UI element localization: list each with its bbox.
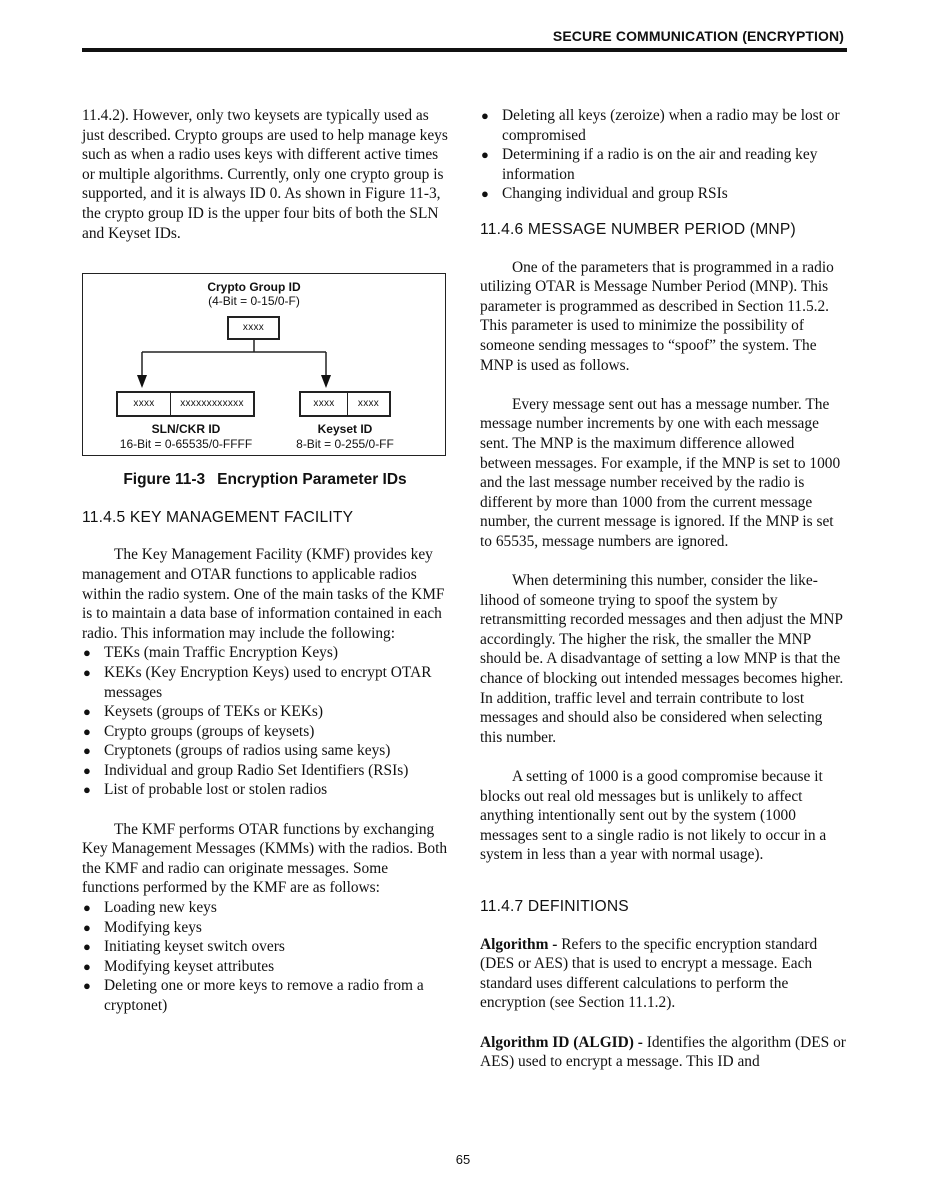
bullet-icon: ●	[481, 147, 489, 163]
keyset-bit-box	[299, 391, 391, 417]
definition-algorithm	[480, 935, 846, 1013]
right-column	[480, 106, 846, 1072]
bit-field: xxxx	[242, 322, 265, 334]
list-item: ● List of probable lost or stolen radios	[83, 781, 328, 799]
bullet-icon: ●	[481, 186, 489, 202]
mnp-paragraph-1: One of the parameters that is programmed in a radio utilizing OTAR is Message Number Period (MNP). This parameter is programmed as described in Section 11.5.2. This parameter is used to minimize the possibility of someone sending messages to “spoof” the system. The MNP is used as follows.	[480, 258, 834, 374]
sln-title: SLN/CKR ID	[151, 422, 221, 437]
crypto-group-range: (4-Bit = 0-15/0-F)	[208, 294, 300, 309]
header-rule	[82, 48, 847, 52]
bit-field: xxxx	[133, 398, 155, 410]
list-item: ● Modifying keys	[83, 918, 202, 936]
list-item: ● Modifying keyset attributes	[83, 957, 275, 975]
sln-bit-box	[116, 391, 255, 417]
figure-caption	[82, 470, 448, 490]
list-item: ● Loading new keys	[83, 899, 217, 917]
list-item: ● TEKs (main Traffic Encryption Keys)	[83, 644, 338, 662]
mnp-paragraph-2: Every message sent out has a message number. The message number increments by one with each message sent. The MNP is the maximum difference allowed between messages. For example, if the MNP is set to 1000 and the last message number received by the radio is different by more than 1000 from the current message number, the current message is ignored. If the MNP is set to 65535, message numbers are ignored.	[480, 395, 841, 550]
kmf-functions-list-continued	[480, 106, 846, 204]
list-item: ● Crypto groups (groups of keysets)	[83, 722, 315, 740]
list-item: ● Cryptonets (groups of radios using same keys)	[83, 742, 391, 760]
crypto-group-title: Crypto Group ID	[207, 280, 301, 295]
intro-paragraph: 11.4.2). However, only two keysets are typically used as just described. Crypto groups are used to help manage keys such as when a radio uses keys with different active times or multiple algorithms. Currently, only one crypto group is supported, and it is always ID 0. As shown in Figure 11-3, the crypto group ID is the upper four bits of both the SLN and Keyset IDs.	[82, 107, 448, 242]
bullet-icon: ●	[83, 958, 91, 974]
figure-title: Encryption Parameter IDs	[217, 471, 407, 489]
bullet-icon: ●	[83, 664, 91, 680]
bullet-icon: ●	[83, 645, 91, 661]
sln-range: 16-Bit = 0-65535/0-FFFF	[119, 437, 253, 452]
bullet-icon: ●	[83, 978, 91, 994]
section-heading-11-4-7: 11.4.7 DEFINITIONS	[480, 897, 629, 915]
kmf-info-list	[82, 643, 448, 800]
bit-field: xxxx	[313, 398, 335, 410]
list-item: ● Changing individual and group RSIs	[481, 185, 728, 203]
bullet-icon: ●	[481, 108, 489, 123]
list-item: ● Keysets (groups of TEKs or KEKs)	[83, 703, 324, 721]
bullet-icon: ●	[83, 939, 91, 955]
mnp-paragraph-3: When determining this number, consider the likelihood of someone trying to spoof the system by retransmitting recorded messages and then adjust the MNP accordingly. The higher the risk, the smaller the MNP should be. A disadvantage of setting a low MNP is that the chance of blocking out intended messages becomes higher. In addition, traffic level and terrain contribute to lost messages and should also be considered when selecting this number.	[480, 572, 844, 746]
bullet-icon: ●	[83, 900, 91, 916]
definition-term: Algorithm ID (ALGID) -	[480, 1033, 643, 1051]
bullet-icon: ●	[83, 919, 91, 935]
header-title: SECURE COMMUNICATION (ENCRYPTION)	[552, 28, 844, 44]
crypto-group-bit-box	[227, 316, 280, 340]
list-item: ● Deleting one or more keys to remove a radio from a cryptonet)	[83, 977, 424, 1014]
definition-text: Refers to the specific encryption standard (DES or AES) that is used to encrypt a message. Each standard uses different calculations to perform the encryption (see Section 11.1.2).	[480, 935, 818, 1012]
bullet-icon: ●	[83, 743, 91, 759]
definition-text: Identifies the algorithm (DES or AES) used to encrypt a message. This ID and	[480, 1033, 846, 1071]
kmf-functions-list	[82, 898, 448, 1016]
definition-term: Algorithm -	[480, 935, 558, 953]
bullet-icon: ●	[83, 704, 91, 720]
list-item: ● Initiating keyset switch overs	[83, 938, 285, 956]
bullet-icon: ●	[83, 762, 91, 778]
arrow-down-icon	[321, 375, 331, 388]
mnp-paragraph-4: A setting of 1000 is a good compromise because it blocks out real old messages but is unlikely to affect anything intentionally sent out by the system (1000 messages sent to a single radio is not likely to occur in a system in less than a year with normal usage).	[480, 768, 827, 864]
list-item: ● KEKs (Key Encryption Keys) used to encrypt OTAR messages	[83, 663, 432, 701]
bit-field: xxxx	[347, 393, 389, 415]
kmf-paragraph-2: The KMF performs OTAR functions by exchanging Key Management Messages (KMMs) with the radios. Both the KMF and radio can originate messages. Some functions performed by the KMF are as follows:	[82, 820, 448, 897]
page-number: 65	[455, 1152, 471, 1167]
bullet-icon: ●	[83, 723, 91, 739]
left-column	[82, 106, 448, 1016]
section-heading-11-4-6: 11.4.6 MESSAGE NUMBER PERIOD (MNP)	[480, 220, 796, 238]
arrow-down-icon	[137, 375, 147, 388]
figure-number: Figure 11-3	[123, 471, 206, 489]
definition-algorithm-id	[480, 1033, 846, 1072]
figure-encryption-parameter-ids	[82, 273, 446, 456]
kmf-paragraph-1: The Key Management Facility (KMF) provides key management and OTAR functions to applicable radios within the radio system. One of the main tasks of the KMF is to maintain a data base of information contained in each radio. This information may include the following:	[82, 546, 445, 642]
bit-field: xxxxxxxxxxxx	[170, 393, 253, 415]
keyset-title: Keyset ID	[317, 422, 373, 437]
bullet-icon: ●	[83, 782, 91, 798]
section-heading-11-4-5: 11.4.5 KEY MANAGEMENT FACILITY	[82, 508, 354, 526]
list-item: ● Determining if a radio is on the air and reading key information	[481, 146, 818, 183]
keyset-range: 8-Bit = 0-255/0-FF	[296, 437, 394, 452]
list-item: ● Deleting all keys (zeroize) when a radio may be lost or compromised	[481, 107, 840, 144]
list-item: ● Individual and group Radio Set Identifiers (RSIs)	[83, 761, 409, 779]
